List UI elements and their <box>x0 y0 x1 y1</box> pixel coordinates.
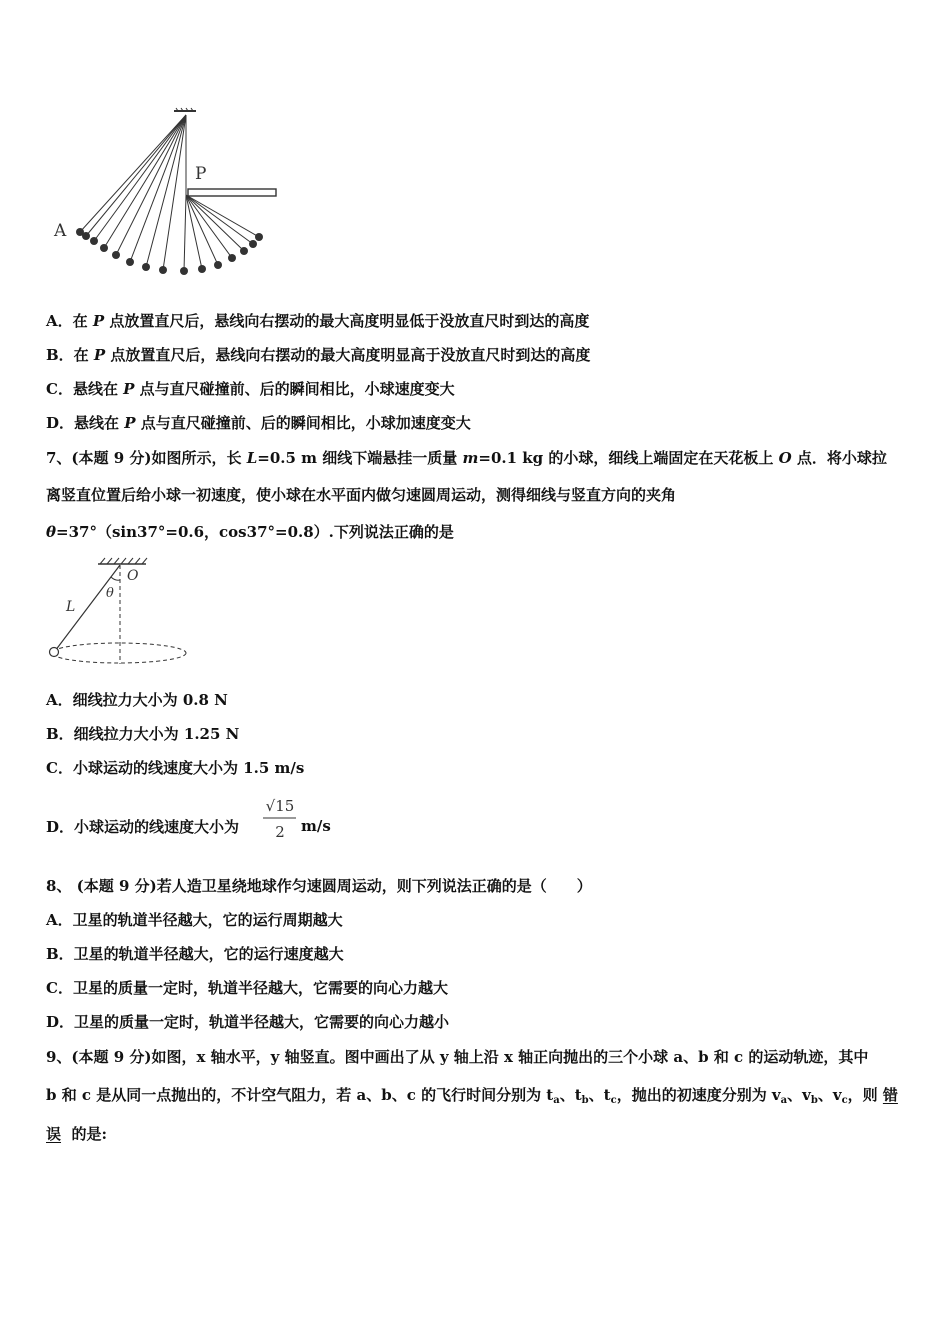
q6-option-d: D．悬线在 P 点与直尺碰撞前、后的瞬间相比，小球加速度变大 <box>46 414 471 432</box>
q7-stem-line1: 7、(本题 9 分)如图所示，长 L=0.5 m 细线下端悬挂一质量 m=0.1 kg 的小球，细线上端固定在天花板上 O 点．将小球拉 <box>46 449 887 467</box>
q9-stem-line1: 9、(本题 9 分)如图，x 轴水平，y 轴竖直。图中画出了从 y 轴上沿 x 轴正向抛出的三个小球 a、b 和 c 的运动轨迹，其中 <box>46 1048 869 1066</box>
q9-stem-line2: b 和 c 是从同一点抛出的，不计空气阻力，若 a、b、c 的飞行时间分别为 $t_a$、$t_b$、$t_c$，抛出的初速度分别为 $v_a$、$v_b$、$v_c$，则 错 <box>46 1086 898 1106</box>
q7-option-b: B．细线拉力大小为 1.25 N <box>46 725 240 743</box>
conical-pendulum-figure <box>42 556 202 668</box>
q7-option-c: C．小球运动的线速度大小为 1.5 m/s <box>46 759 305 777</box>
figure-label-p: P <box>195 164 207 184</box>
q6-option-c: C．悬线在 P 点与直尺碰撞前、后的瞬间相比，小球速度变大 <box>46 380 455 398</box>
figure-label-theta: θ <box>106 586 114 601</box>
q8-stem: 8、 (本题 9 分)若人造卫星绕地球作匀速圆周运动，则下列说法正确的是（ ） <box>46 877 592 895</box>
q7-option-d: D．小球运动的线速度大小为 <box>46 818 240 836</box>
q7-stem-line2: 离竖直位置后给小球一初速度，使小球在水平面内做匀速圆周运动，测得细线与竖直方向的夹角 <box>46 486 677 504</box>
figure-label-a: A <box>54 221 67 241</box>
q7-option-a: A．细线拉力大小为 0.8 N <box>46 691 228 709</box>
q8-option-d: D．卫星的质量一定时，轨道半径越大，它需要的向心力越小 <box>46 1013 450 1031</box>
q7-stem-line3: θ=37°（sin37°=0.6，cos37°=0.8）.下列说法正确的是 <box>46 523 454 541</box>
sqrt15-over-2-fraction <box>262 792 298 844</box>
q8-option-b: B．卫星的轨道半径越大，它的运行速度越大 <box>46 945 344 963</box>
figure-label-l: L <box>66 599 76 615</box>
q8-option-c: C．卫星的质量一定时，轨道半径越大，它需要的向心力越大 <box>46 979 448 997</box>
fraction-numerator: √15 <box>265 797 295 815</box>
fraction-denominator: 2 <box>275 823 285 841</box>
pendulum-ruler-figure <box>50 105 290 290</box>
q7-option-d-unit: m/s <box>301 817 331 835</box>
q9-stem-line3: 误 的是: <box>46 1125 108 1143</box>
q6-option-b: B．在 P 点放置直尺后，悬线向右摆动的最大高度明显高于没放直尺时到达的高度 <box>46 346 591 364</box>
q8-option-a: A．卫星的轨道半径越大，它的运行周期越大 <box>46 911 343 929</box>
figure-label-o: O <box>127 568 139 584</box>
q6-option-a: A．在 P 点放置直尺后，悬线向右摆动的最大高度明显低于没放直尺时到达的高度 <box>46 312 590 330</box>
